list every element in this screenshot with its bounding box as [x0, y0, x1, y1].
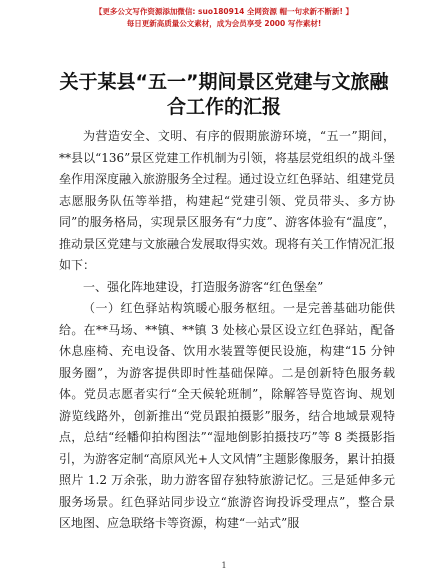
subsection-paragraph-1: （一）红色驿站构筑暖心服务枢纽。一是完善基础功能供给。在**马场、**镇、**镇 3 处核心景区设立红色驿站，配备休息座椅、充电设备、饮用水装置等便民设施，构建“15 分钟服务圈”，为游客提供即时性基础保障。二是创新特色服务载体。党员志愿者实行“全天候轮班制”，除解答导览咨询、规划游览线路外，创新推出“党员跟拍摄影”服务，结合地域景观特点，总结“经幡仰拍构图法”“湿地倒影拍摄技巧”等 8 类摄影指引，为游客定制“高原风光+人文风情”主题影像服务，累计拍摄照片 1.2 万余张，助力游客留存独特旅游记忆。三是延伸多元服务场景。红色驿站同步设立“旅游咨询投诉受理点”，整合景区地图、应急联络卡等资源，构建“一站式”服 [59, 301, 395, 530]
document-body [59, 126, 395, 535]
promo-banner-line2: 每日更新高质量公文素材，成为会员享受 2000 写作素材! [126, 19, 322, 28]
promo-banner-line1: 【更多公文写作资源添加微信: suo180914 全网资源 帽一句求新不断新! 】 [94, 7, 354, 16]
section-heading-1: 一、强化阵地建设，打造服务游客“红色堡垒” [83, 279, 324, 294]
document-title: 关于某县“五一”期间景区党建与文旅融合工作的汇报 [59, 71, 389, 118]
intro-paragraph: 为营造安全、文明、有序的假期旅游环境，“五一”期间，**县以“136”景区党建工作机制为引领，将基层党组织的战斗堡垒作用深度融入旅游服务全过程。通过设立红色驿站、组建党员志愿服务队伍等举措，构建起“党建引领、党员带头、多方协同”的服务格局，实现景区服务有“力度”、游客体验有“温度”，推动景区党建与文旅融合发展取得实效。现将有关工作情况汇报如下： [59, 129, 396, 272]
page-number: 1 [221, 561, 227, 570]
